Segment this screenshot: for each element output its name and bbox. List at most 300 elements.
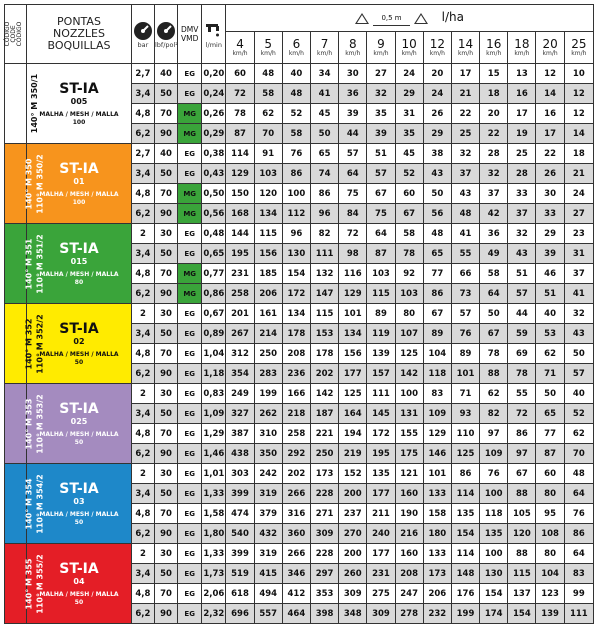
application-rate: 156 <box>254 244 282 264</box>
speed-header-20: 20 km/h <box>536 32 564 64</box>
application-rate: 23 <box>564 224 593 244</box>
application-rate: 76 <box>282 144 310 164</box>
application-rate: 103 <box>254 164 282 184</box>
application-rate: 44 <box>339 124 367 144</box>
application-rate: 29 <box>395 84 423 104</box>
flow-rate: 1,58 <box>202 504 226 524</box>
dmv-class: EG <box>178 584 202 604</box>
application-rate: 415 <box>254 564 282 584</box>
application-rate: 19 <box>508 124 536 144</box>
faucet-icon <box>204 21 224 41</box>
application-rate: 39 <box>536 244 564 264</box>
application-rate: 76 <box>480 464 508 484</box>
application-rate: 178 <box>282 324 310 344</box>
application-rate: 12 <box>536 64 564 84</box>
application-rate: 62 <box>480 384 508 404</box>
nozzle-model: ST-IA 03 MALHA / MESH / MALLA 50 <box>27 464 132 544</box>
application-rate: 88 <box>508 484 536 504</box>
application-rate: 114 <box>451 484 479 504</box>
application-rate: 60 <box>226 64 254 84</box>
application-rate: 118 <box>480 504 508 524</box>
application-rate: 35 <box>395 124 423 144</box>
application-rate: 379 <box>254 504 282 524</box>
application-rate: 40 <box>564 384 593 404</box>
application-rate: 86 <box>508 424 536 444</box>
application-rate: 17 <box>451 64 479 84</box>
speed-header-25: 25 km/h <box>564 32 593 64</box>
application-rate: 57 <box>339 144 367 164</box>
dmv-class: EG <box>178 324 202 344</box>
pressure-psi: 90 <box>154 604 177 624</box>
flow-rate: 0,43 <box>202 164 226 184</box>
application-rate: 77 <box>536 424 564 444</box>
application-rate: 412 <box>282 584 310 604</box>
application-rate: 240 <box>367 524 395 544</box>
application-rate: 319 <box>254 544 282 564</box>
dmv-class: EG <box>178 144 202 164</box>
application-rate: 142 <box>395 364 423 384</box>
pressure-bar: 3,4 <box>131 484 154 504</box>
application-rate: 208 <box>395 564 423 584</box>
application-rate: 200 <box>339 484 367 504</box>
application-rate: 260 <box>339 564 367 584</box>
application-rate: 208 <box>282 344 310 364</box>
application-rate: 48 <box>564 464 593 484</box>
pressure-bar: 2 <box>131 544 154 564</box>
application-rate: 41 <box>310 84 338 104</box>
nozzle-code: 140° M 350 110° M 350/2 <box>5 144 27 224</box>
application-rate: 312 <box>226 344 254 364</box>
application-rate: 166 <box>282 384 310 404</box>
pressure-psi: 30 <box>154 384 177 404</box>
application-rate: 696 <box>226 604 254 624</box>
application-rate: 59 <box>508 324 536 344</box>
spacing-label: 0,5 m <box>373 11 409 26</box>
pressure-bar: 4,8 <box>131 344 154 364</box>
application-rate: 283 <box>254 364 282 384</box>
pressure-bar: 6,2 <box>131 604 154 624</box>
application-rate: 12 <box>564 84 593 104</box>
dmv-class: EG <box>178 304 202 324</box>
application-rate: 221 <box>310 424 338 444</box>
flow-rate: 2,06 <box>202 584 226 604</box>
application-rate: 202 <box>282 464 310 484</box>
application-rate: 104 <box>536 564 564 584</box>
application-rate: 77 <box>423 264 451 284</box>
application-rate: 89 <box>423 324 451 344</box>
pressure-bar: 4,8 <box>131 584 154 604</box>
application-rate: 109 <box>423 404 451 424</box>
application-rate: 432 <box>254 524 282 544</box>
application-rate: 43 <box>508 244 536 264</box>
application-rate: 65 <box>423 244 451 264</box>
application-rate: 103 <box>395 284 423 304</box>
table-row <box>5 384 594 404</box>
pressure-psi: 70 <box>154 104 177 124</box>
application-rate: 154 <box>451 524 479 544</box>
application-rate: 48 <box>282 84 310 104</box>
application-rate: 50 <box>423 184 451 204</box>
application-rate: 195 <box>367 444 395 464</box>
application-rate: 156 <box>339 344 367 364</box>
application-rate: 144 <box>226 224 254 244</box>
pressure-bar: 6,2 <box>131 444 154 464</box>
application-rate: 111 <box>310 244 338 264</box>
application-rate: 24 <box>564 184 593 204</box>
application-rate: 67 <box>423 304 451 324</box>
application-rate: 267 <box>226 324 254 344</box>
application-rate: 266 <box>282 484 310 504</box>
application-rate: 194 <box>339 424 367 444</box>
application-rate: 103 <box>367 264 395 284</box>
application-rate: 83 <box>423 384 451 404</box>
pressure-psi: 50 <box>154 84 177 104</box>
application-rate: 121 <box>395 464 423 484</box>
application-rate: 65 <box>536 404 564 424</box>
dmv-class: MG <box>178 184 202 204</box>
application-rate: 32 <box>367 84 395 104</box>
application-rate: 164 <box>339 404 367 424</box>
application-rate: 398 <box>310 604 338 624</box>
dmv-class: MG <box>178 264 202 284</box>
application-rate: 231 <box>367 564 395 584</box>
pressure-psi: 50 <box>154 244 177 264</box>
application-rate: 134 <box>254 204 282 224</box>
application-rate: 129 <box>226 164 254 184</box>
application-rate: 258 <box>282 424 310 444</box>
pressure-psi: 90 <box>154 364 177 384</box>
application-rate: 40 <box>282 64 310 84</box>
application-rate: 142 <box>310 384 338 404</box>
application-rate: 71 <box>451 384 479 404</box>
flow-rate: 0,89 <box>202 324 226 344</box>
application-rate: 62 <box>254 104 282 124</box>
application-rate: 139 <box>536 604 564 624</box>
dmv-class: EG <box>178 424 202 444</box>
nozzle-model: ST-IA 015 MALHA / MESH / MALLA 80 <box>27 224 132 304</box>
application-rate: 387 <box>226 424 254 444</box>
application-rate: 80 <box>536 544 564 564</box>
flow-rate: 1,33 <box>202 484 226 504</box>
application-rate: 133 <box>423 484 451 504</box>
application-rate: 14 <box>564 124 593 144</box>
pressure-bar: 2 <box>131 464 154 484</box>
application-rate: 48 <box>423 224 451 244</box>
application-rate: 41 <box>564 284 593 304</box>
application-rate: 154 <box>282 264 310 284</box>
application-rate: 62 <box>564 424 593 444</box>
application-rate: 70 <box>254 124 282 144</box>
application-rate: 125 <box>339 384 367 404</box>
application-rate: 32 <box>564 304 593 324</box>
dmv-class: EG <box>178 564 202 584</box>
pressure-psi: 30 <box>154 304 177 324</box>
flow-rate: 1,29 <box>202 424 226 444</box>
table-row <box>5 64 594 84</box>
application-rate: 157 <box>367 364 395 384</box>
application-rate: 72 <box>339 224 367 244</box>
application-rate: 111 <box>564 604 593 624</box>
nozzle-model: ST-IA 02 MALHA / MESH / MALLA 50 <box>27 304 132 384</box>
flow-rate: 0,48 <box>202 224 226 244</box>
pressure-psi: 50 <box>154 324 177 344</box>
application-rate: 135 <box>480 524 508 544</box>
application-rate: 100 <box>282 184 310 204</box>
flow-rate: 0,20 <box>202 64 226 84</box>
dmv-class: EG <box>178 64 202 84</box>
pressure-psi: 70 <box>154 584 177 604</box>
application-rate: 237 <box>339 504 367 524</box>
dmv-class: EG <box>178 364 202 384</box>
application-rate: 346 <box>282 564 310 584</box>
application-rate: 199 <box>254 384 282 404</box>
nozzle-code: 140° M 351 110° M 351/2 <box>5 224 27 304</box>
application-rate: 303 <box>226 464 254 484</box>
application-rate: 133 <box>423 544 451 564</box>
application-rate: 50 <box>564 344 593 364</box>
application-rate: 86 <box>423 284 451 304</box>
application-rate: 474 <box>226 504 254 524</box>
application-rate: 20 <box>480 104 508 124</box>
application-rate: 86 <box>451 464 479 484</box>
application-rate: 201 <box>226 304 254 324</box>
application-rate: 438 <box>226 444 254 464</box>
application-rate: 101 <box>339 304 367 324</box>
application-rate: 45 <box>310 104 338 124</box>
application-rate: 618 <box>226 584 254 604</box>
dmv-class: EG <box>178 404 202 424</box>
pressure-psi: 90 <box>154 204 177 224</box>
pressure-bar: 3,4 <box>131 324 154 344</box>
dmv-class: EG <box>178 484 202 504</box>
application-rate: 51 <box>536 284 564 304</box>
pressure-bar: 4,8 <box>131 184 154 204</box>
header-row-top <box>5 5 594 32</box>
application-rate: 153 <box>310 324 338 344</box>
nozzle-model: ST-IA 04 MALHA / MESH / MALLA 50 <box>27 544 132 624</box>
application-rate: 100 <box>480 484 508 504</box>
flow-rate: 0,86 <box>202 284 226 304</box>
application-rate: 52 <box>564 404 593 424</box>
application-rate: 41 <box>451 224 479 244</box>
application-rate: 60 <box>395 184 423 204</box>
pressure-psi: 30 <box>154 464 177 484</box>
application-rate: 33 <box>536 204 564 224</box>
application-rate: 82 <box>310 224 338 244</box>
application-rate: 161 <box>254 304 282 324</box>
dmv-class: MG <box>178 284 202 304</box>
application-rate: 46 <box>536 264 564 284</box>
application-rate: 310 <box>254 424 282 444</box>
flow-rate: 0,38 <box>202 144 226 164</box>
application-rate: 172 <box>282 284 310 304</box>
dmv-class: EG <box>178 504 202 524</box>
application-rate: 28 <box>480 144 508 164</box>
application-rate: 150 <box>226 184 254 204</box>
dmv-class: EG <box>178 224 202 244</box>
flow-rate: 1,80 <box>202 524 226 544</box>
application-rate: 52 <box>282 104 310 124</box>
application-rate: 29 <box>423 124 451 144</box>
pressure-psi: 50 <box>154 404 177 424</box>
speed-header-16: 16 km/h <box>480 32 508 64</box>
application-rate: 148 <box>451 564 479 584</box>
application-rate: 67 <box>508 464 536 484</box>
application-rate: 18 <box>480 84 508 104</box>
application-rate: 66 <box>451 264 479 284</box>
application-rate: 75 <box>339 184 367 204</box>
table-row <box>5 464 594 484</box>
application-rate: 101 <box>451 364 479 384</box>
dmv-class: EG <box>178 444 202 464</box>
pressure-bar: 6,2 <box>131 524 154 544</box>
application-rate: 494 <box>254 584 282 604</box>
flow-rate: 1,01 <box>202 464 226 484</box>
application-rate: 29 <box>536 224 564 244</box>
application-rate: 99 <box>564 584 593 604</box>
application-rate: 64 <box>339 164 367 184</box>
application-rate: 71 <box>536 364 564 384</box>
application-rate: 120 <box>254 184 282 204</box>
dmv-header: DMV VMD <box>178 5 202 64</box>
application-rate: 216 <box>395 524 423 544</box>
application-rate: 129 <box>339 284 367 304</box>
application-rate: 64 <box>480 284 508 304</box>
application-rate: 44 <box>508 304 536 324</box>
gauge-icon <box>133 21 153 41</box>
application-rate: 72 <box>508 404 536 424</box>
application-rate: 87 <box>367 244 395 264</box>
application-rate: 76 <box>451 324 479 344</box>
application-rate: 200 <box>339 544 367 564</box>
application-rate: 160 <box>395 544 423 564</box>
pressure-psi: 70 <box>154 264 177 284</box>
application-rate: 12 <box>564 104 593 124</box>
speed-header-10: 10 km/h <box>395 32 423 64</box>
application-rate: 51 <box>508 264 536 284</box>
application-rate: 58 <box>254 84 282 104</box>
application-rate: 25 <box>451 124 479 144</box>
application-rate: 132 <box>310 264 338 284</box>
table-row <box>5 304 594 324</box>
application-rate: 146 <box>423 444 451 464</box>
application-rate: 80 <box>395 304 423 324</box>
application-rate: 180 <box>423 524 451 544</box>
application-rate: 96 <box>282 224 310 244</box>
application-rate: 114 <box>226 144 254 164</box>
pressure-psi: 90 <box>154 124 177 144</box>
application-rate: 130 <box>282 244 310 264</box>
application-rate: 158 <box>423 504 451 524</box>
application-rate: 49 <box>480 244 508 264</box>
application-rate: 70 <box>564 444 593 464</box>
application-rate: 16 <box>536 104 564 124</box>
application-rate: 51 <box>367 144 395 164</box>
application-rate: 28 <box>508 164 536 184</box>
application-rate: 40 <box>536 304 564 324</box>
application-rate: 32 <box>480 164 508 184</box>
application-rate: 57 <box>367 164 395 184</box>
application-rate: 111 <box>367 384 395 404</box>
application-rate: 177 <box>339 364 367 384</box>
application-rate: 38 <box>423 144 451 164</box>
application-rate: 96 <box>310 204 338 224</box>
application-rate: 56 <box>423 204 451 224</box>
application-rate: 172 <box>367 424 395 444</box>
application-rate: 86 <box>282 164 310 184</box>
nozzle-model: ST-IA 01 MALHA / MESH / MALLA 100 <box>27 144 132 224</box>
application-rate: 177 <box>367 484 395 504</box>
table-row <box>5 544 594 564</box>
application-rate: 399 <box>226 484 254 504</box>
application-rate: 26 <box>423 104 451 124</box>
application-rate: 52 <box>395 164 423 184</box>
application-rate: 72 <box>226 84 254 104</box>
application-rate: 36 <box>339 84 367 104</box>
application-rate: 30 <box>536 184 564 204</box>
application-rate: 22 <box>480 124 508 144</box>
application-rate: 115 <box>254 224 282 244</box>
flow-rate: 0,83 <box>202 384 226 404</box>
application-rate: 93 <box>451 404 479 424</box>
table-row <box>5 224 594 244</box>
application-rate: 43 <box>451 184 479 204</box>
flow-rate: 1,04 <box>202 344 226 364</box>
nozzle-model: ST-IA 025 MALHA / MESH / MALLA 50 <box>27 384 132 464</box>
application-rate: 67 <box>395 204 423 224</box>
application-rate: 145 <box>367 404 395 424</box>
application-rate: 50 <box>480 304 508 324</box>
application-rate: 178 <box>310 344 338 364</box>
application-rate: 185 <box>254 264 282 284</box>
application-rate: 242 <box>254 464 282 484</box>
application-rate: 22 <box>451 104 479 124</box>
application-rate: 519 <box>226 564 254 584</box>
pressure-psi: 70 <box>154 184 177 204</box>
application-rate: 270 <box>339 524 367 544</box>
application-rate: 271 <box>310 504 338 524</box>
application-rate: 53 <box>536 324 564 344</box>
speed-header-18: 18 km/h <box>508 32 536 64</box>
flow-rate: 0,77 <box>202 264 226 284</box>
flow-rate: 2,32 <box>202 604 226 624</box>
application-rate: 89 <box>367 304 395 324</box>
application-rate: 25 <box>508 144 536 164</box>
triangle-icon <box>355 13 369 24</box>
application-rate: 74 <box>310 164 338 184</box>
flow-rate: 0,24 <box>202 84 226 104</box>
application-rate: 37 <box>451 164 479 184</box>
application-rate: 353 <box>310 584 338 604</box>
application-rate: 80 <box>536 484 564 504</box>
application-rate: 206 <box>254 284 282 304</box>
dmv-class: EG <box>178 344 202 364</box>
application-rate: 87 <box>226 124 254 144</box>
application-rate: 60 <box>536 464 564 484</box>
application-rate: 21 <box>451 84 479 104</box>
application-rate: 39 <box>367 124 395 144</box>
application-rate: 125 <box>451 444 479 464</box>
application-rate: 112 <box>282 204 310 224</box>
pressure-bar: 2,7 <box>131 64 154 84</box>
application-rate: 37 <box>508 204 536 224</box>
application-rate: 168 <box>226 204 254 224</box>
application-rate: 101 <box>423 464 451 484</box>
pressure-bar: 2,7 <box>131 144 154 164</box>
pressure-psi-header: lbf/pol² <box>154 5 177 64</box>
application-rate: 258 <box>226 284 254 304</box>
application-rate: 177 <box>367 544 395 564</box>
